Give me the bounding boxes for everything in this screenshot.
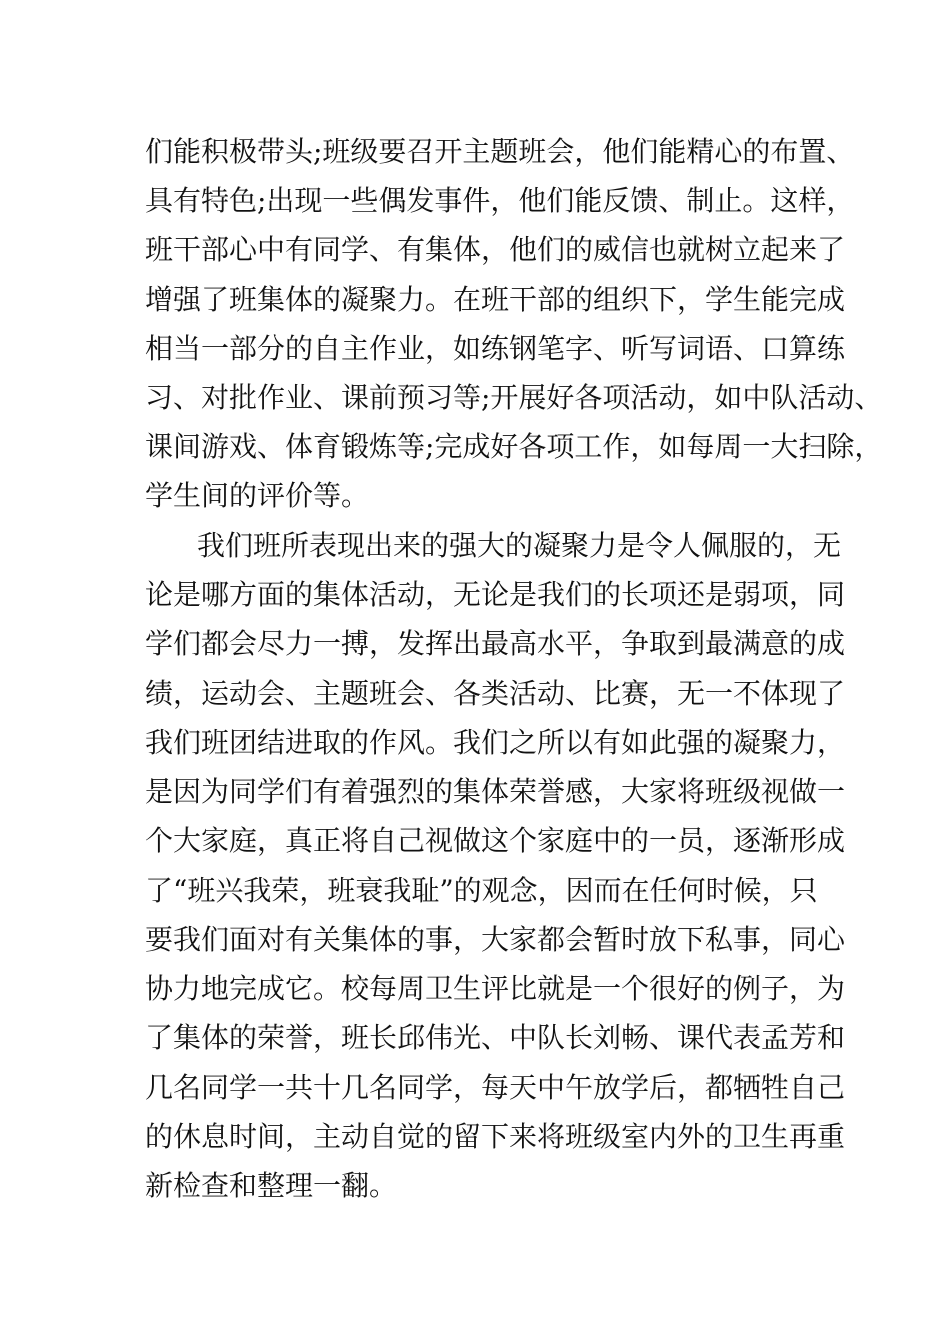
paragraph-2-line-8: 了“班兴我荣，班衰我耻”的观念，因而在任何时候，只 xyxy=(145,874,818,907)
paragraph-2-line-12: 几名同学一共十几名同学，每天中午放学后，都牺牲自己 xyxy=(145,1071,846,1104)
paragraph-2-line-9: 要我们面对有关集体的事，大家都会暂时放下私事，同心 xyxy=(145,923,846,956)
paragraph-2-line-10: 协力地完成它。校每周卫生评比就是一个很好的例子，为 xyxy=(145,972,846,1005)
paragraph-2-line-2: 论是哪方面的集体活动，无论是我们的长项还是弱项，同 xyxy=(145,578,846,611)
paragraph-1-line-5: 相当一部分的自主作业，如练钢笔字、听写词语、口算练 xyxy=(145,332,846,365)
paragraph-2-line-5: 我们班团结进取的作风。我们之所以有如此强的凝聚力， xyxy=(145,726,846,759)
paragraph-2-line-1: 我们班所表现出来的强大的凝聚力是令人佩服的，无 xyxy=(197,529,842,562)
paragraph-2-line-6: 是因为同学们有着强烈的集体荣誉感，大家将班级视做一 xyxy=(145,775,846,808)
paragraph-1-line-4: 增强了班集体的凝聚力。在班干部的组织下，学生能完成 xyxy=(145,283,846,316)
paragraph-2-line-11: 了集体的荣誉，班长邱伟光、中队长刘畅、课代表孟芳和 xyxy=(145,1021,846,1054)
paragraph-1-line-7: 课间游戏、体育锻炼等;完成好各项工作，如每周一大扫除， xyxy=(145,430,883,463)
paragraph-2-line-3: 学们都会尽力一搏，发挥出最高水平，争取到最满意的成 xyxy=(145,627,846,660)
paragraph-2-line-4: 绩，运动会、主题班会、各类活动、比赛，无一不体现了 xyxy=(145,677,846,710)
paragraph-1-line-3: 班干部心中有同学、有集体，他们的威信也就树立起来了 xyxy=(145,233,846,266)
paragraph-2-line-13: 的休息时间，主动自觉的留下来将班级室内外的卫生再重 xyxy=(145,1120,846,1153)
paragraph-2-line-14: 新检查和整理一翻。 xyxy=(145,1169,398,1202)
paragraph-1-line-2: 具有特色;出现一些偶发事件，他们能反馈、制止。这样， xyxy=(145,184,855,217)
paragraph-1-line-1: 们能积极带头;班级要召开主题班会，他们能精心的布置、 xyxy=(145,135,855,168)
paragraph-1-line-6: 习、对批作业、课前预习等;开展好各项活动，如中队活动、 xyxy=(145,381,883,414)
paragraph-2-line-7: 个大家庭，真正将自己视做这个家庭中的一员，逐渐形成 xyxy=(145,824,846,857)
paragraph-1-line-8: 学生间的评价等。 xyxy=(145,479,370,512)
